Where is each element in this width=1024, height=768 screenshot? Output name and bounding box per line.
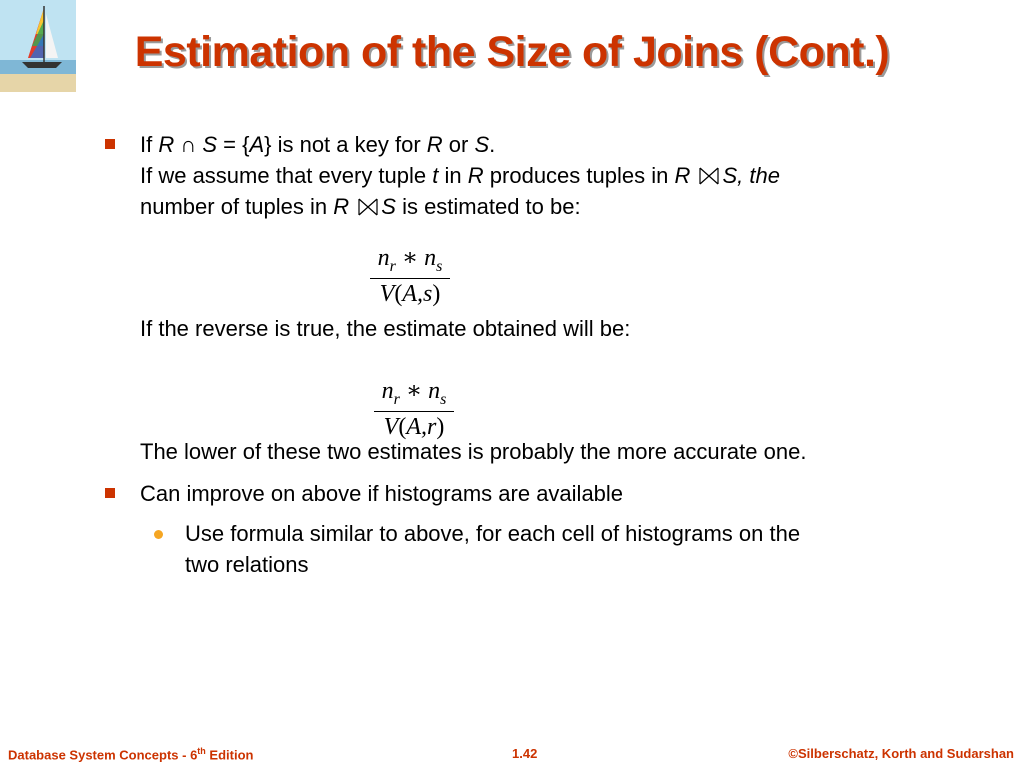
footer-copyright: ©Silberschatz, Korth and Sudarshan xyxy=(788,746,1014,761)
bullet1-line1: If R ∩ S = {A} is not a key for R or S. xyxy=(140,132,496,157)
bullet-square-icon xyxy=(105,139,115,149)
footer-page-number: 1.42 xyxy=(512,746,538,761)
formula-denominator: V(A,s) xyxy=(379,280,441,307)
slide-title: Estimation of the Size of Joins (Cont.) xyxy=(134,28,890,76)
bullet-dot-icon xyxy=(154,530,163,539)
fraction-bar xyxy=(370,278,450,279)
bullet1-line2: If we assume that every tuple t in R produces tuples in R S, the xyxy=(140,163,780,188)
formula-numerator: $n_r$ ∗ $n_s$ xyxy=(377,245,443,275)
formula-estimate-2 xyxy=(374,376,454,441)
lower-estimate-text: The lower of these two estimates is probably the more accurate one. xyxy=(140,439,807,464)
bullet2-text: Can improve on above if histograms are available xyxy=(140,481,624,506)
fraction-bar xyxy=(374,411,454,412)
formula-estimate-1 xyxy=(370,243,450,308)
subbullet1-line2: two relations xyxy=(185,552,309,577)
footer-book-title: Database System Concepts - 6th Edition xyxy=(8,746,254,763)
natural-join-icon xyxy=(357,196,379,218)
bullet1-line3: number of tuples in R S is estimated to be: xyxy=(140,194,581,219)
reverse-text: If the reverse is true, the estimate obtained will be: xyxy=(140,316,631,341)
natural-join-icon xyxy=(698,165,720,187)
bullet-square-icon xyxy=(105,488,115,498)
formula-denominator: V(A,r) xyxy=(383,413,445,440)
formula-numerator: $n_r$ ∗ $n_s$ xyxy=(381,378,447,408)
subbullet1-line1: Use formula similar to above, for each cell of histograms on the xyxy=(185,521,801,546)
